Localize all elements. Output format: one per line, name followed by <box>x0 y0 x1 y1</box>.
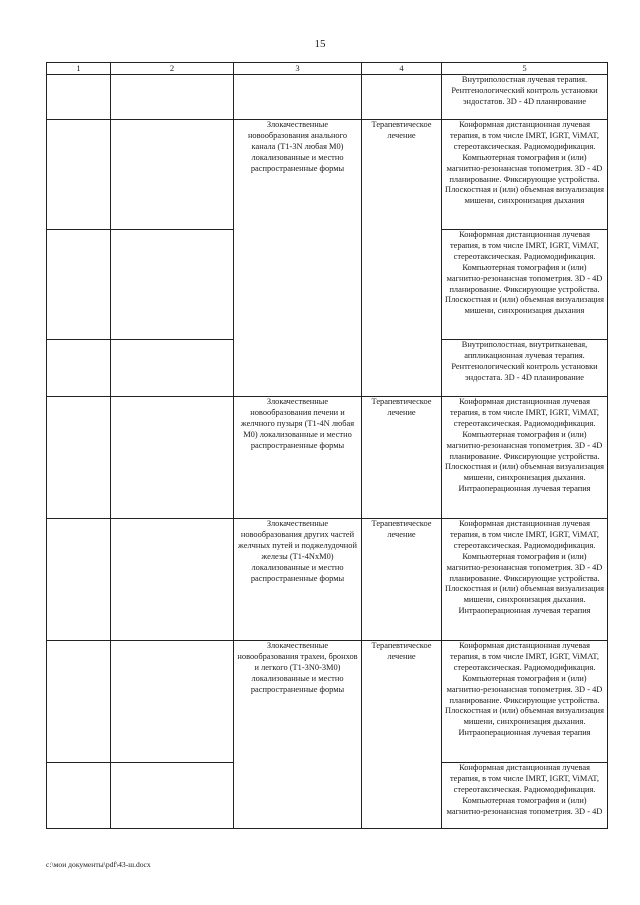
column-header-4: 4 <box>362 63 442 75</box>
method-cell: Конформная дистанционная лучевая терапия, в том числе IMRT, IGRT, ViMAT, стереотаксическая. Радиомодификация. Компьютерная томография и (или) магнитно-резонансная топометрия. 3D - 4D <box>442 763 608 829</box>
empty-cell <box>111 641 234 763</box>
table-row <box>47 641 608 763</box>
diagnosis-cell <box>234 75 362 120</box>
column-header-2: 2 <box>111 63 234 75</box>
method-cell: Конформная дистанционная лучевая терапия, в том числе IMRT, IGRT, ViMAT, стереотаксическая. Радиомодификация. Компьютерная томография и (или) магнитно-резонансная топометрия. 3D - 4D планирование. Фиксирующие устройства. Плоскостная и (или) объемная визуализация мишени, синхронизация дыхания. Интраоперационная лучевая терапия <box>442 519 608 641</box>
empty-cell <box>47 763 111 829</box>
empty-cell <box>111 75 234 120</box>
treatment-type-cell: Терапевтическое лечение <box>362 397 442 519</box>
treatment-type-cell: Терапевтическое лечение <box>362 120 442 397</box>
empty-cell <box>47 641 111 763</box>
method-cell: Конформная дистанционная лучевая терапия, в том числе IMRT, IGRT, ViMAT, стереотаксическая. Радиомодификация. Компьютерная томография и (или) магнитно-резонансная топометрия. 3D - 4D планирование. Фиксирующие устройства. Плоскостная и (или) объемная визуализация мишени, синхронизация дыхания. Интраоперационная лучевая терапия <box>442 641 608 763</box>
column-header-5: 5 <box>442 63 608 75</box>
diagnosis-cell: Злокачественные новообразования других частей желчных путей и поджелудочной железы (T1-4NxM0) локализованные и местно распространенные формы <box>234 519 362 641</box>
empty-cell <box>47 340 111 397</box>
document-path-footer: c:\мои документы\pdf\43-ш.docx <box>46 860 151 869</box>
empty-cell <box>47 519 111 641</box>
table-row <box>47 519 608 641</box>
treatment-type-cell: Терапевтическое лечение <box>362 641 442 829</box>
column-header-1: 1 <box>47 63 111 75</box>
method-cell: Конформная дистанционная лучевая терапия, в том числе IMRT, IGRT, ViMAT, стереотаксическая. Радиомодификация. Компьютерная томография и (или) магнитно-резонансная топометрия. 3D - 4D планирование. Фиксирующие устройства. Плоскостная и (или) объемная визуализация мишени, синхронизация дыхания <box>442 230 608 340</box>
diagnosis-cell: Злокачественные новообразования печени и желчного пузыря (T1-4N любая M0) локализованные и местно распространенные формы <box>234 397 362 519</box>
empty-cell <box>111 519 234 641</box>
column-header-3: 3 <box>234 63 362 75</box>
empty-cell <box>47 120 111 230</box>
empty-cell <box>47 230 111 340</box>
empty-cell <box>111 340 234 397</box>
table-row <box>47 397 608 519</box>
method-cell: Внутриполостная, внутритканевая, аппликационная лучевая терапия. Рентгенологический контроль установки эндостата. 3D - 4D планирование <box>442 340 608 397</box>
empty-cell <box>111 763 234 829</box>
empty-cell <box>111 120 234 230</box>
page-number: 15 <box>314 38 326 50</box>
diagnosis-cell: Злокачественные новообразования трахеи, бронхов и легкого (T1-3N0-3M0) локализованные и местно распространенные формы <box>234 641 362 829</box>
diagnosis-cell: Злокачественные новообразования анального канала (T1-3N любая M0) локализованные и местно распространенные формы <box>234 120 362 397</box>
treatment-type-cell <box>362 75 442 120</box>
method-cell: Конформная дистанционная лучевая терапия, в том числе IMRT, IGRT, ViMAT, стереотаксическая. Радиомодификация. Компьютерная томография и (или) магнитно-резонансная топометрия. 3D - 4D планирование. Фиксирующие устройства. Плоскостная и (или) объемная визуализация мишени, синхронизация дыхания <box>442 120 608 230</box>
empty-cell <box>47 397 111 519</box>
treatment-type-cell: Терапевтическое лечение <box>362 519 442 641</box>
method-cell: Конформная дистанционная лучевая терапия, в том числе IMRT, IGRT, ViMAT, стереотаксическая. Радиомодификация. Компьютерная томография и (или) магнитно-резонансная топометрия. 3D - 4D планирование. Фиксирующие устройства. Плоскостная и (или) объемная визуализация мишени, синхронизация дыхания. Интраоперационная лучевая терапия <box>442 397 608 519</box>
table-row <box>47 75 608 120</box>
method-cell: Внутриполостная лучевая терапия. Рентгенологический контроль установки эндостатов. 3D - 4D планирование <box>442 75 608 120</box>
table-row <box>47 120 608 230</box>
empty-cell <box>111 230 234 340</box>
empty-cell <box>111 397 234 519</box>
empty-cell <box>47 75 111 120</box>
column-number-row <box>47 63 608 75</box>
treatment-methods-table <box>46 62 608 829</box>
